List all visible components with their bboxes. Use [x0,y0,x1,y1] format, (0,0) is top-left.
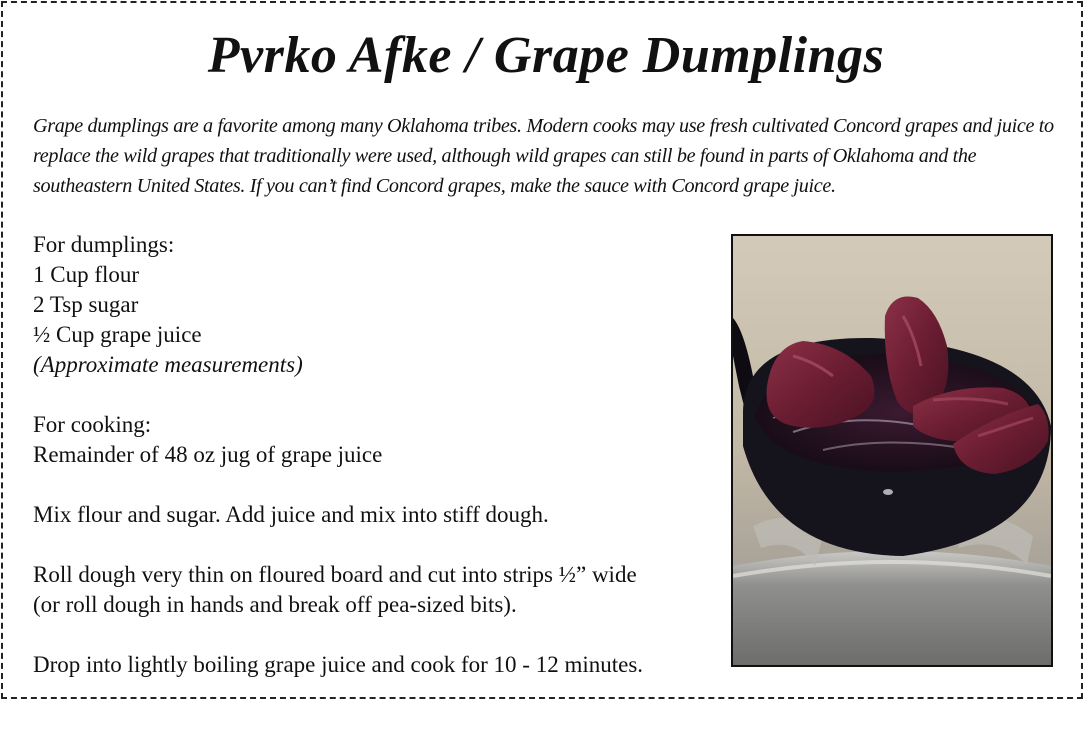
step-roll-alt: (or roll dough in hands and break off pea-sized bits). [33,592,517,617]
grape-dumplings-photo [731,234,1053,667]
step-mix: Mix flour and sugar. Add juice and mix into stiff dough. [33,502,549,527]
ingredient-item: 1 Cup flour [33,262,140,287]
spacer [33,620,723,650]
recipe-card [1,1,1083,699]
measurements-note: (Approximate measurements) [33,352,303,377]
recipe-body [33,230,723,680]
cooking-heading: For cooking: [33,412,152,437]
cooking-ingredient: Remainder of 48 oz jug of grape juice [33,442,383,467]
step-roll: Roll dough very thin on floured board and cut into strips ½” wide [33,562,637,587]
spacer [33,380,723,410]
spacer [33,530,723,560]
recipe-intro: Grape dumplings are a favorite among many Oklahoma tribes. Modern cooks may use fresh cultivated Concord grapes and juice to replace the wild grapes that traditionally were used, although wild grapes can still be found in parts of Oklahoma and the southeastern United States. If you can’t find Concord grapes, make the sauce with Concord grape juice. [33,115,1054,197]
dumplings-heading: For dumplings: [33,232,175,257]
step-cook: Drop into lightly boiling grape juice and cook for 10 - 12 minutes. [33,652,644,677]
ladle-illustration [733,236,1051,665]
ingredient-item: ½ Cup grape juice [33,322,202,347]
ingredient-item: 2 Tsp sugar [33,292,139,317]
recipe-title: Pvrko Afke / Grape Dumplings [207,27,885,84]
spacer [33,470,723,500]
